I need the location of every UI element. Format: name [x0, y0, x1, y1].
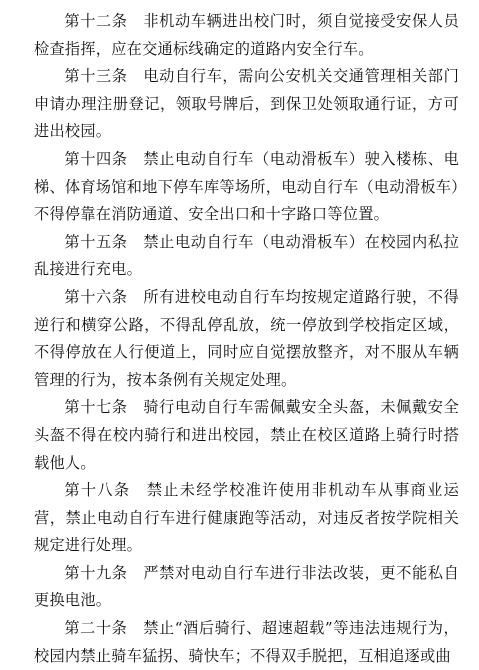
article-20-paragraph: 第二十条 禁止“酒后骑行、超速超载”等违法违规行为，校园内禁止骑车猛拐、骑快车；不得双手脱把，互相追逐或曲	[34, 619, 459, 665]
article-19-paragraph: 第十九条 严禁对电动自行车进行非法改装，更不能私自更换电池。	[34, 563, 459, 610]
article-14-paragraph: 第十四条 禁止电动自行车（电动滑板车）驶入楼栋、电梯、体育场馆和地下停车库等场所，电动自行车（电动滑板车）不得停靠在消防通道、安全出口和十字路口等位置。	[34, 149, 459, 224]
article-12-paragraph: 第十二条 非机动车辆进出校门时，须自觉接受安保人员检查指挥，应在交通标线确定的道路内安全行车。	[34, 12, 459, 58]
article-17-paragraph: 第十七条 骑行电动自行车需佩戴安全头盔，未佩戴安全头盔不得在校内骑行和进出校园，禁止在校区道路上骑行时搭载他人。	[34, 398, 459, 472]
article-13-paragraph: 第十三条 电动自行车，需向公安机关交通管理相关部门申请办理注册登记，领取号牌后，到保卫处领取通行证，方可进出校园。	[34, 67, 459, 141]
article-16-paragraph: 第十六条 所有进校电动自行车均按规定道路行驶，不得逆行和横穿公路，不得乱停乱放，统一停放到学校指定区域，不得停放在人行便道上，同时应自觉摆放整齐，对不服从车辆管理的行为，按本条例有关规定处理。	[34, 287, 459, 389]
document-page	[34, 8, 459, 670]
article-18-paragraph: 第十八条 禁止未经学校准许使用非机动车从事商业运营，禁止电动自行车进行健康跑等活动，对违反者按学院相关规定进行处理。	[34, 481, 459, 555]
article-15-paragraph: 第十五条 禁止电动自行车（电动滑板车）在校园内私拉乱接进行充电。	[34, 232, 459, 279]
